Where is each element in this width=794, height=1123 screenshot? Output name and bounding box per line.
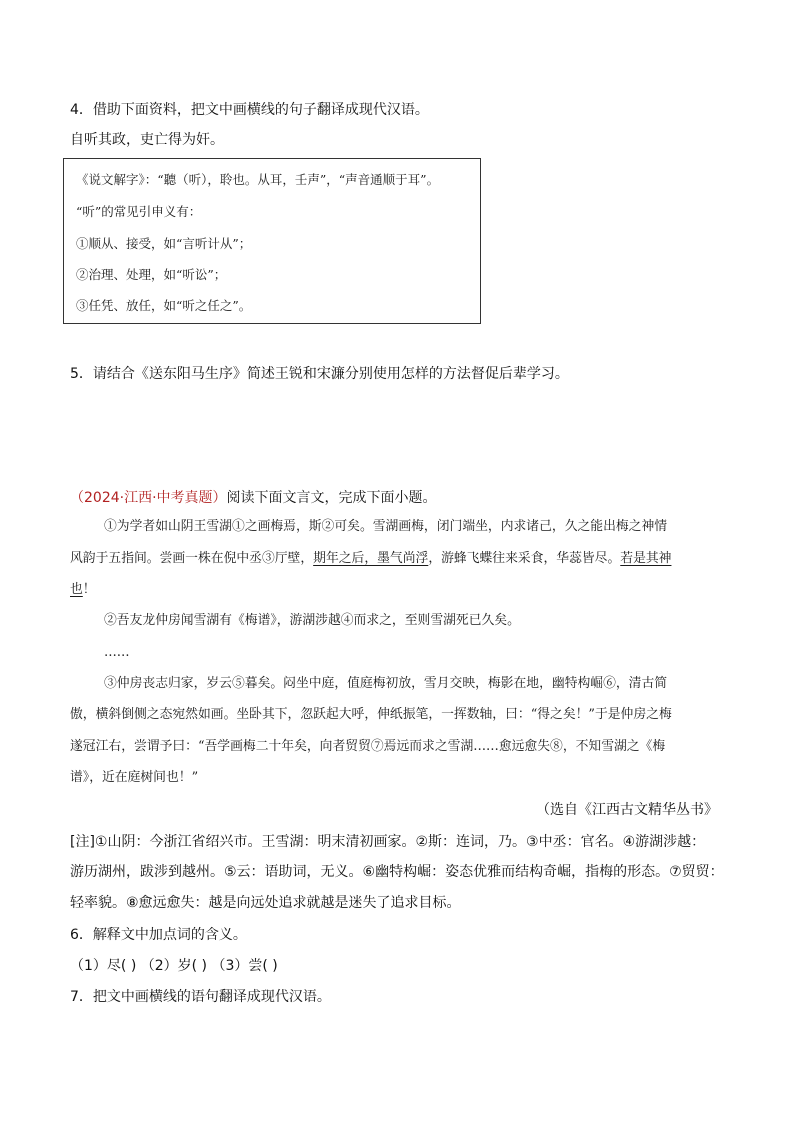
underlined-sentence-2: 若是其神 bbox=[620, 551, 672, 566]
citation: （选自《江西古文精华丛书》 bbox=[536, 802, 718, 818]
paragraph-1-line-2: 风韵于五指间。尝画一株在倪中丞③厅壁，期年之后，墨气尚浮，游蜂飞蝶往来采食，华蕊皆尽。若是其神 bbox=[70, 551, 672, 566]
notes-line-3: 轻率貌。⑧愈远愈失：越是向远处追求就越是迷失了追求目标。 bbox=[70, 895, 461, 911]
passage-intro: 阅读下面文言文，完成下面小题。 bbox=[226, 490, 437, 506]
box-line-4: ②治理、处理，如“听讼”； bbox=[76, 267, 227, 282]
question-7: 7．把文中画横线的语句翻译成现代汉语。 bbox=[70, 989, 331, 1005]
underlined-sentence-1: 期年之后，墨气尚浮 bbox=[313, 551, 429, 566]
notes-line-1: [注]①山阴：今浙江省绍兴市。王雪湖：明末清初画家。②斯：连词，乃。③中丞：官名。④游湖涉越： bbox=[70, 834, 706, 850]
reference-box bbox=[63, 158, 481, 324]
notes-line-2: 游历湖州，跋涉到越州。⑤云：语助词，无义。⑥幽特构崛：姿态优雅而结构奇崛，指梅的形态。⑦贸贸： bbox=[70, 864, 724, 880]
question-5: 5．请结合《送东阳马生序》简述王锐和宋濂分别使用怎样的方法督促后辈学习。 bbox=[70, 366, 569, 382]
paragraph-3-line-2: 傲，横斜倒侧之态宛然如画。坐卧其下，忽跃起大呼，伸纸振笔，一挥数轴，曰：“得之矣！”于是仲房之梅 bbox=[70, 707, 672, 722]
passage-header bbox=[70, 488, 437, 508]
target-sentence: 自听其政，吏亡得为奸。 bbox=[70, 132, 224, 148]
ellipsis: …… bbox=[104, 645, 130, 660]
box-line-1: 《说文解字》：“聽（听），聆也。从耳，壬声”，“声音通顺于耳”。 bbox=[76, 172, 440, 187]
box-line-3: ①顺从、接受，如“言听计从”； bbox=[76, 236, 252, 251]
paragraph-3-line-3: 遂冠江右，尝谓予曰：“吾学画梅二十年矣，向者贸贸⑦焉远而求之雪湖……愈远愈失⑧，不知雪湖之《梅 bbox=[70, 739, 666, 754]
question-6-items: （1）尽( ) （2）岁( ) （3）尝( ) bbox=[70, 958, 278, 974]
paragraph-3-line-4: 谱》，近在庭树间也！” bbox=[70, 770, 199, 785]
paragraph-1-line-1: ①为学者如山阴王雪湖①之画梅焉，斯②可矣。雪湖画梅，闭门端坐，内求诸己，久之能出梅之神情 bbox=[104, 519, 668, 534]
paragraph-2: ②吾友龙仲房闻雪湖有《梅谱》，游湖涉越④而求之，至则雪湖死已久矣。 bbox=[104, 613, 520, 628]
box-line-5: ③任凭、放任，如“听之任之”。 bbox=[76, 298, 252, 313]
question-6: 6．解释文中加点词的含义。 bbox=[70, 927, 247, 943]
paragraph-3-line-1: ③仲房丧志归家，岁云⑤暮矣。闷坐中庭，值庭梅初放，雪月交映，梅影在地，幽特构崛⑥，清古简 bbox=[104, 676, 668, 691]
box-line-2: “听”的常见引申义有： bbox=[76, 204, 202, 219]
paragraph-1-line-3: 也！ bbox=[70, 582, 96, 597]
source-tag: （2024·江西·中考真题） bbox=[70, 490, 227, 506]
question-4: 4．借助下面资料，把文中画横线的句子翻译成现代汉语。 bbox=[70, 102, 429, 118]
